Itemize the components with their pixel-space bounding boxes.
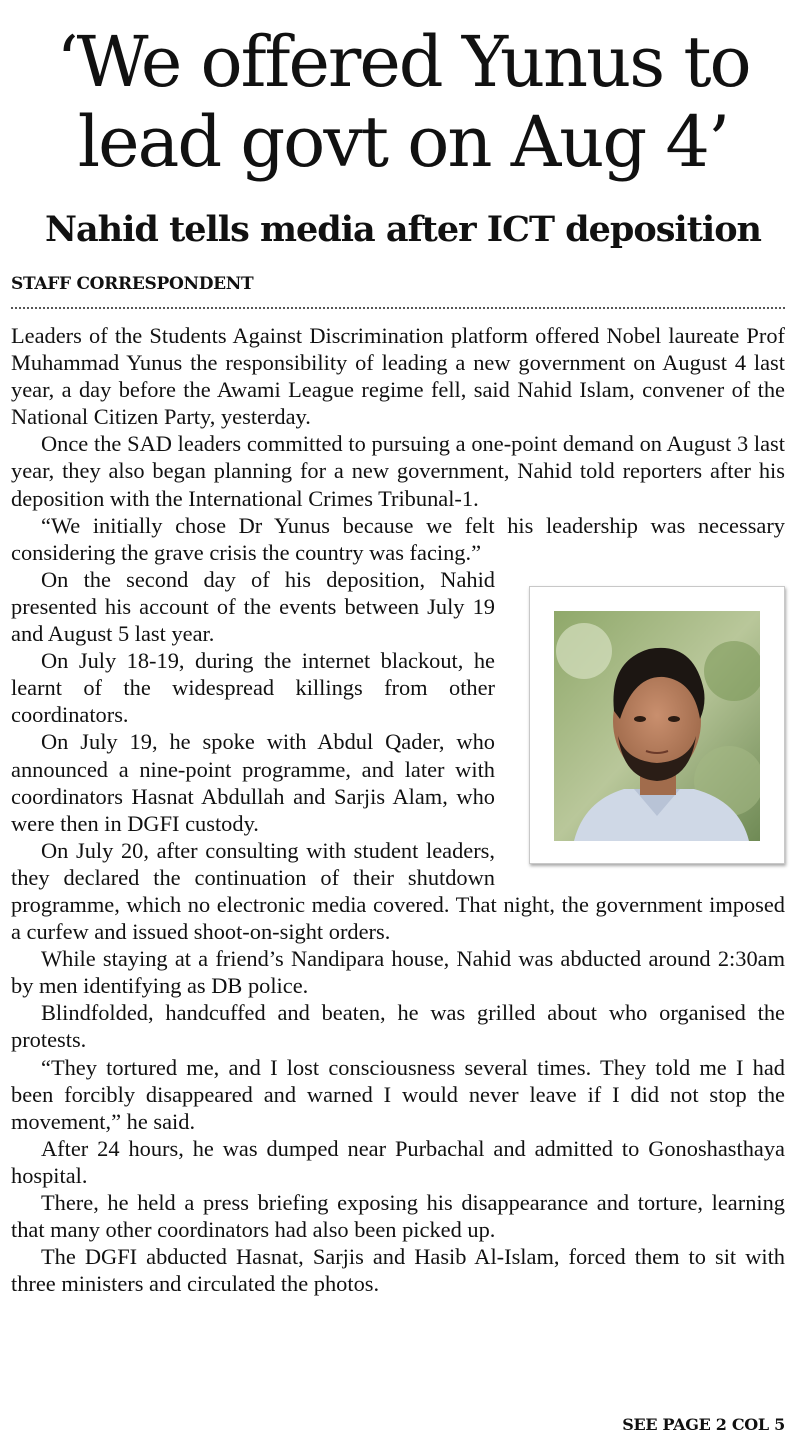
paragraph: Blindfolded, handcuffed and beaten, he was grilled about who organised the protests. <box>11 1000 785 1053</box>
paragraph: “They tortured me, and I lost consciousness several times. They told me I had been forcibly disappeared and warned I would never leave if I did not stop the movement,” he said. <box>11 1054 785 1134</box>
subheadline: Nahid tells media after ICT deposition <box>45 209 761 250</box>
portrait-photo <box>529 586 785 864</box>
continuation-note[interactable]: SEE PAGE 2 COL 5 <box>622 1415 785 1434</box>
portrait-image <box>554 611 760 841</box>
paragraph: The DGFI abducted Hasnat, Sarjis and Hasib Al-Islam, forced them to sit with three ministers and circulated the photos. <box>11 1244 785 1297</box>
paragraph: “We initially chose Dr Yunus because we felt his leadership was necessary considering the grave crisis the country was facing.” <box>11 512 785 565</box>
paragraph: Once the SAD leaders committed to pursuing a one-point demand on August 3 last year, they also began planning for a new government, Nahid told reporters after his deposition with the International Crimes Tribunal-1. <box>11 431 785 511</box>
dotted-divider <box>11 307 785 309</box>
headline-line-1: ‘We offered Yunus to <box>56 21 750 103</box>
article-body <box>11 322 785 1297</box>
paragraph: There, he held a press briefing exposing his disappearance and torture, learning that many other coordinators had also been picked up. <box>11 1190 785 1243</box>
headline <box>0 22 806 182</box>
paragraph: On July 20, after consulting with student leaders, they declared the continuation of their shutdown programme, which no electronic media covered. That night, the government imposed a curfew and issued shoot-on-sight orders. <box>11 837 785 945</box>
byline: STAFF CORRESPONDENT <box>11 274 254 294</box>
paragraph: On July 19, he spoke with Abdul Qader, who announced a nine-point programme, and later with coordinators Hasnat Abdullah and Sarjis Alam, who were then in DGFI custody. <box>11 729 495 836</box>
paragraph: Leaders of the Students Against Discrimination platform offered Nobel laureate Prof Muhammad Yunus the responsibility of leading a new government on August 4 last year, a day before the Awami League regime fell, said Nahid Islam, convener of the National Citizen Party, yesterday. <box>11 323 785 430</box>
paragraph: After 24 hours, he was dumped near Purbachal and admitted to Gonoshasthaya hospital. <box>11 1135 785 1188</box>
paragraph: While staying at a friend’s Nandipara house, Nahid was abducted around 2:30am by men identifying as DB police. <box>11 946 785 999</box>
headline-line-2: lead govt on Aug 4’ <box>77 101 729 183</box>
paragraph: On the second day of his deposition, Nahid presented his account of the events between July 19 and August 5 last year. <box>11 566 495 647</box>
paragraph: On July 18-19, during the internet blackout, he learnt of the widespread killings from other coordinators. <box>11 648 495 728</box>
